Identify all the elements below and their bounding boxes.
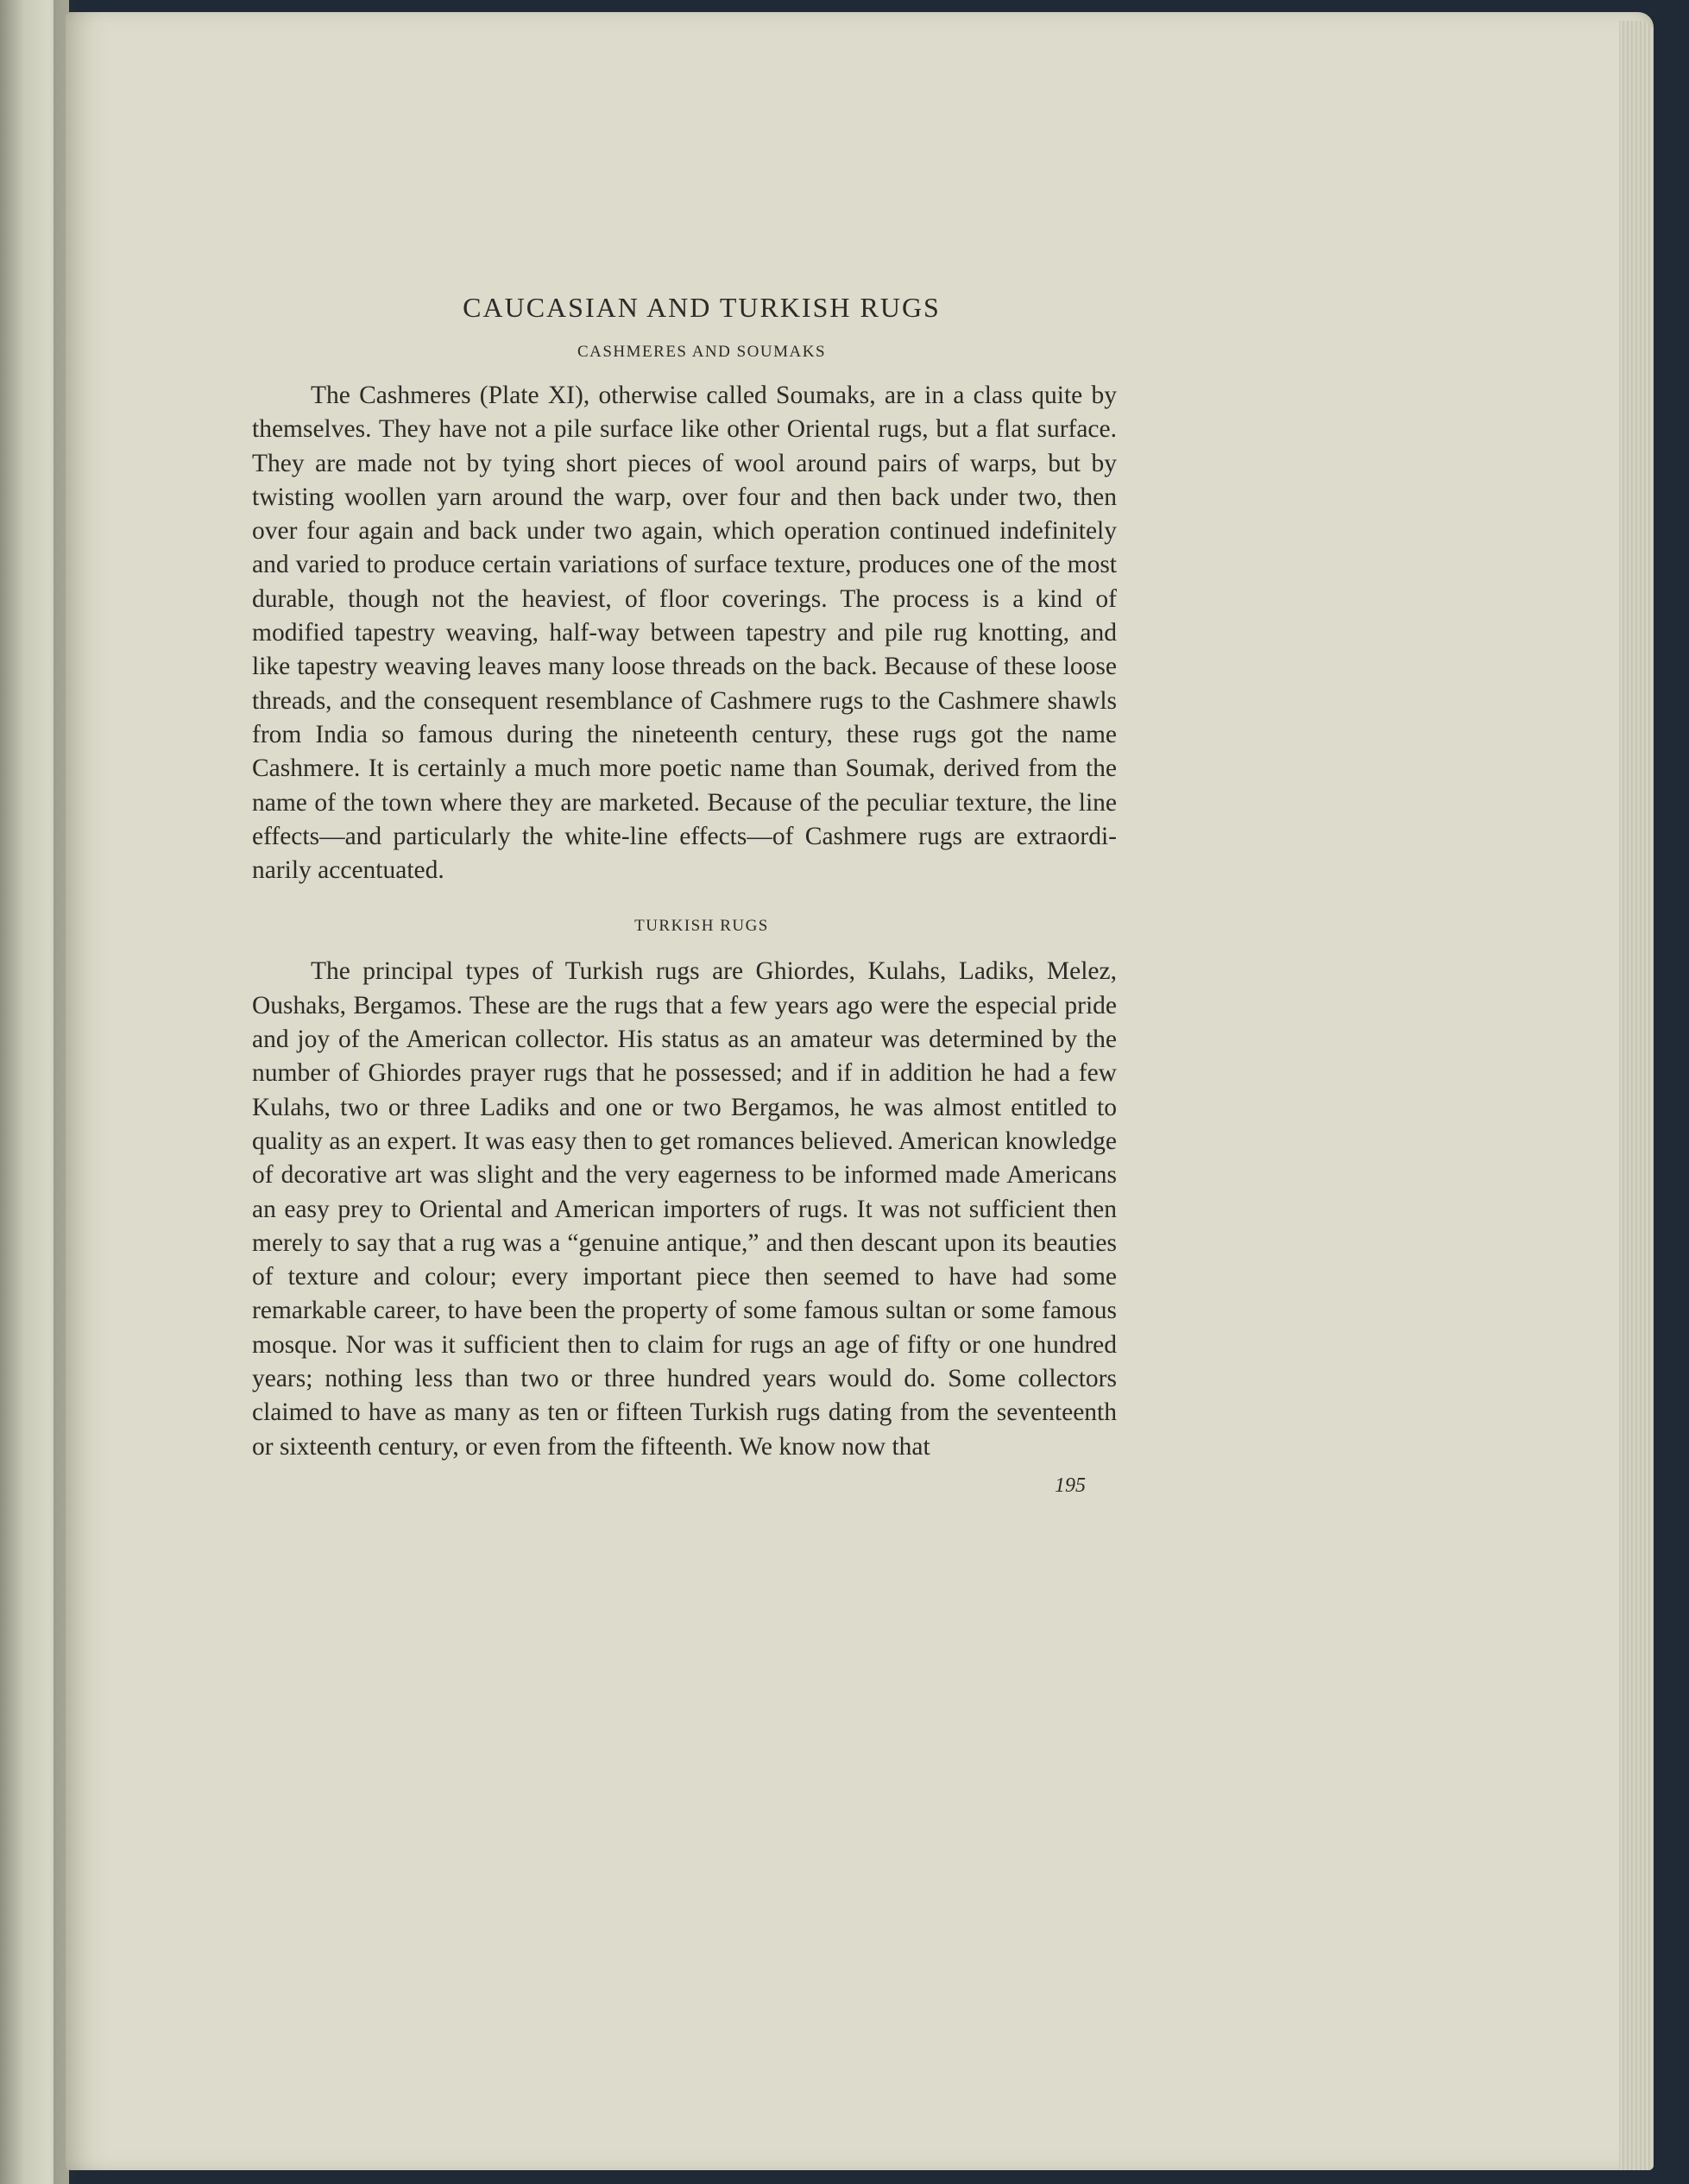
page-stack-edges [1619, 21, 1654, 2170]
page-content [252, 292, 1117, 1498]
section-subheading-turkish: TURKISH RUGS [634, 917, 769, 936]
paragraph-cashmeres: The Cashmeres (Plate XI), otherwise called Soumaks, are in a class quite by themselves. They have not a pile surface like other Oriental rugs, but a flat surface. They are made not by tying short pieces of wool around pairs of warps, but by twisting woollen yarn around the warp, over four and then back under two, then over four again and back under two again, which operation continued indefinitely and varied to produce certain variations of surface texture, produces one of the most durable, though not the heaviest, of floor coverings. The process is a kind of modified tapestry weaving, half-way between tapestry and pile rug knotting, and like tapestry weaving leaves many loose threads on the back. Because of these loose threads, and the consequent resemblance of Cashmere rugs to the Cashmere shawls from India so famous during the nineteenth century, these rugs got the name Cashmere. It is certainly a much more poetic name than Soumak, derived from the name of the town where they are marketed. Because of the peculiar texture, the line effects—and particularly the white-line effects—of Cashmere rugs are extraordinarily accentuated. [252, 382, 1117, 885]
section-subheading-cashmeres: CASHMERES AND SOUMAKS [577, 343, 827, 361]
page-number: 195 [1055, 1474, 1086, 1497]
paragraph-turkish: The principal types of Turkish rugs are Ghiordes, Kulahs, Ladiks, Melez, Oushaks, Bergamos. These are the rugs that a few years ago were the especial pride and joy of the American collector. His status as an amateur was determined by the number of Ghiordes prayer rugs that he possessed; and if in addition he had a few Kulahs, two or three Ladiks and one or two Bergamos, he was almost entitled to quality as an expert. It was easy then to get romances believed. American knowledge of decorative art was slight and the very eagerness to be informed made Americans an easy prey to Oriental and American importers of rugs. It was not sufficient then merely to say that a rug was a “genuine antique,” and then descant upon its beauties of texture and colour; every important piece then seemed to have had some remarkable career, to have been the property of some famous sultan or some famous mosque. Nor was it sufficient then to claim for rugs an age of fifty or one hundred years; nothing less than two or three hundred years would do. Some collectors claimed to have as many as ten or fifteen Turkish rugs dating from the seventeenth or sixteenth century, or even from the fifteenth. We know now that [252, 957, 1117, 1461]
chapter-heading: CAUCASIAN AND TURKISH RUGS [463, 292, 941, 323]
